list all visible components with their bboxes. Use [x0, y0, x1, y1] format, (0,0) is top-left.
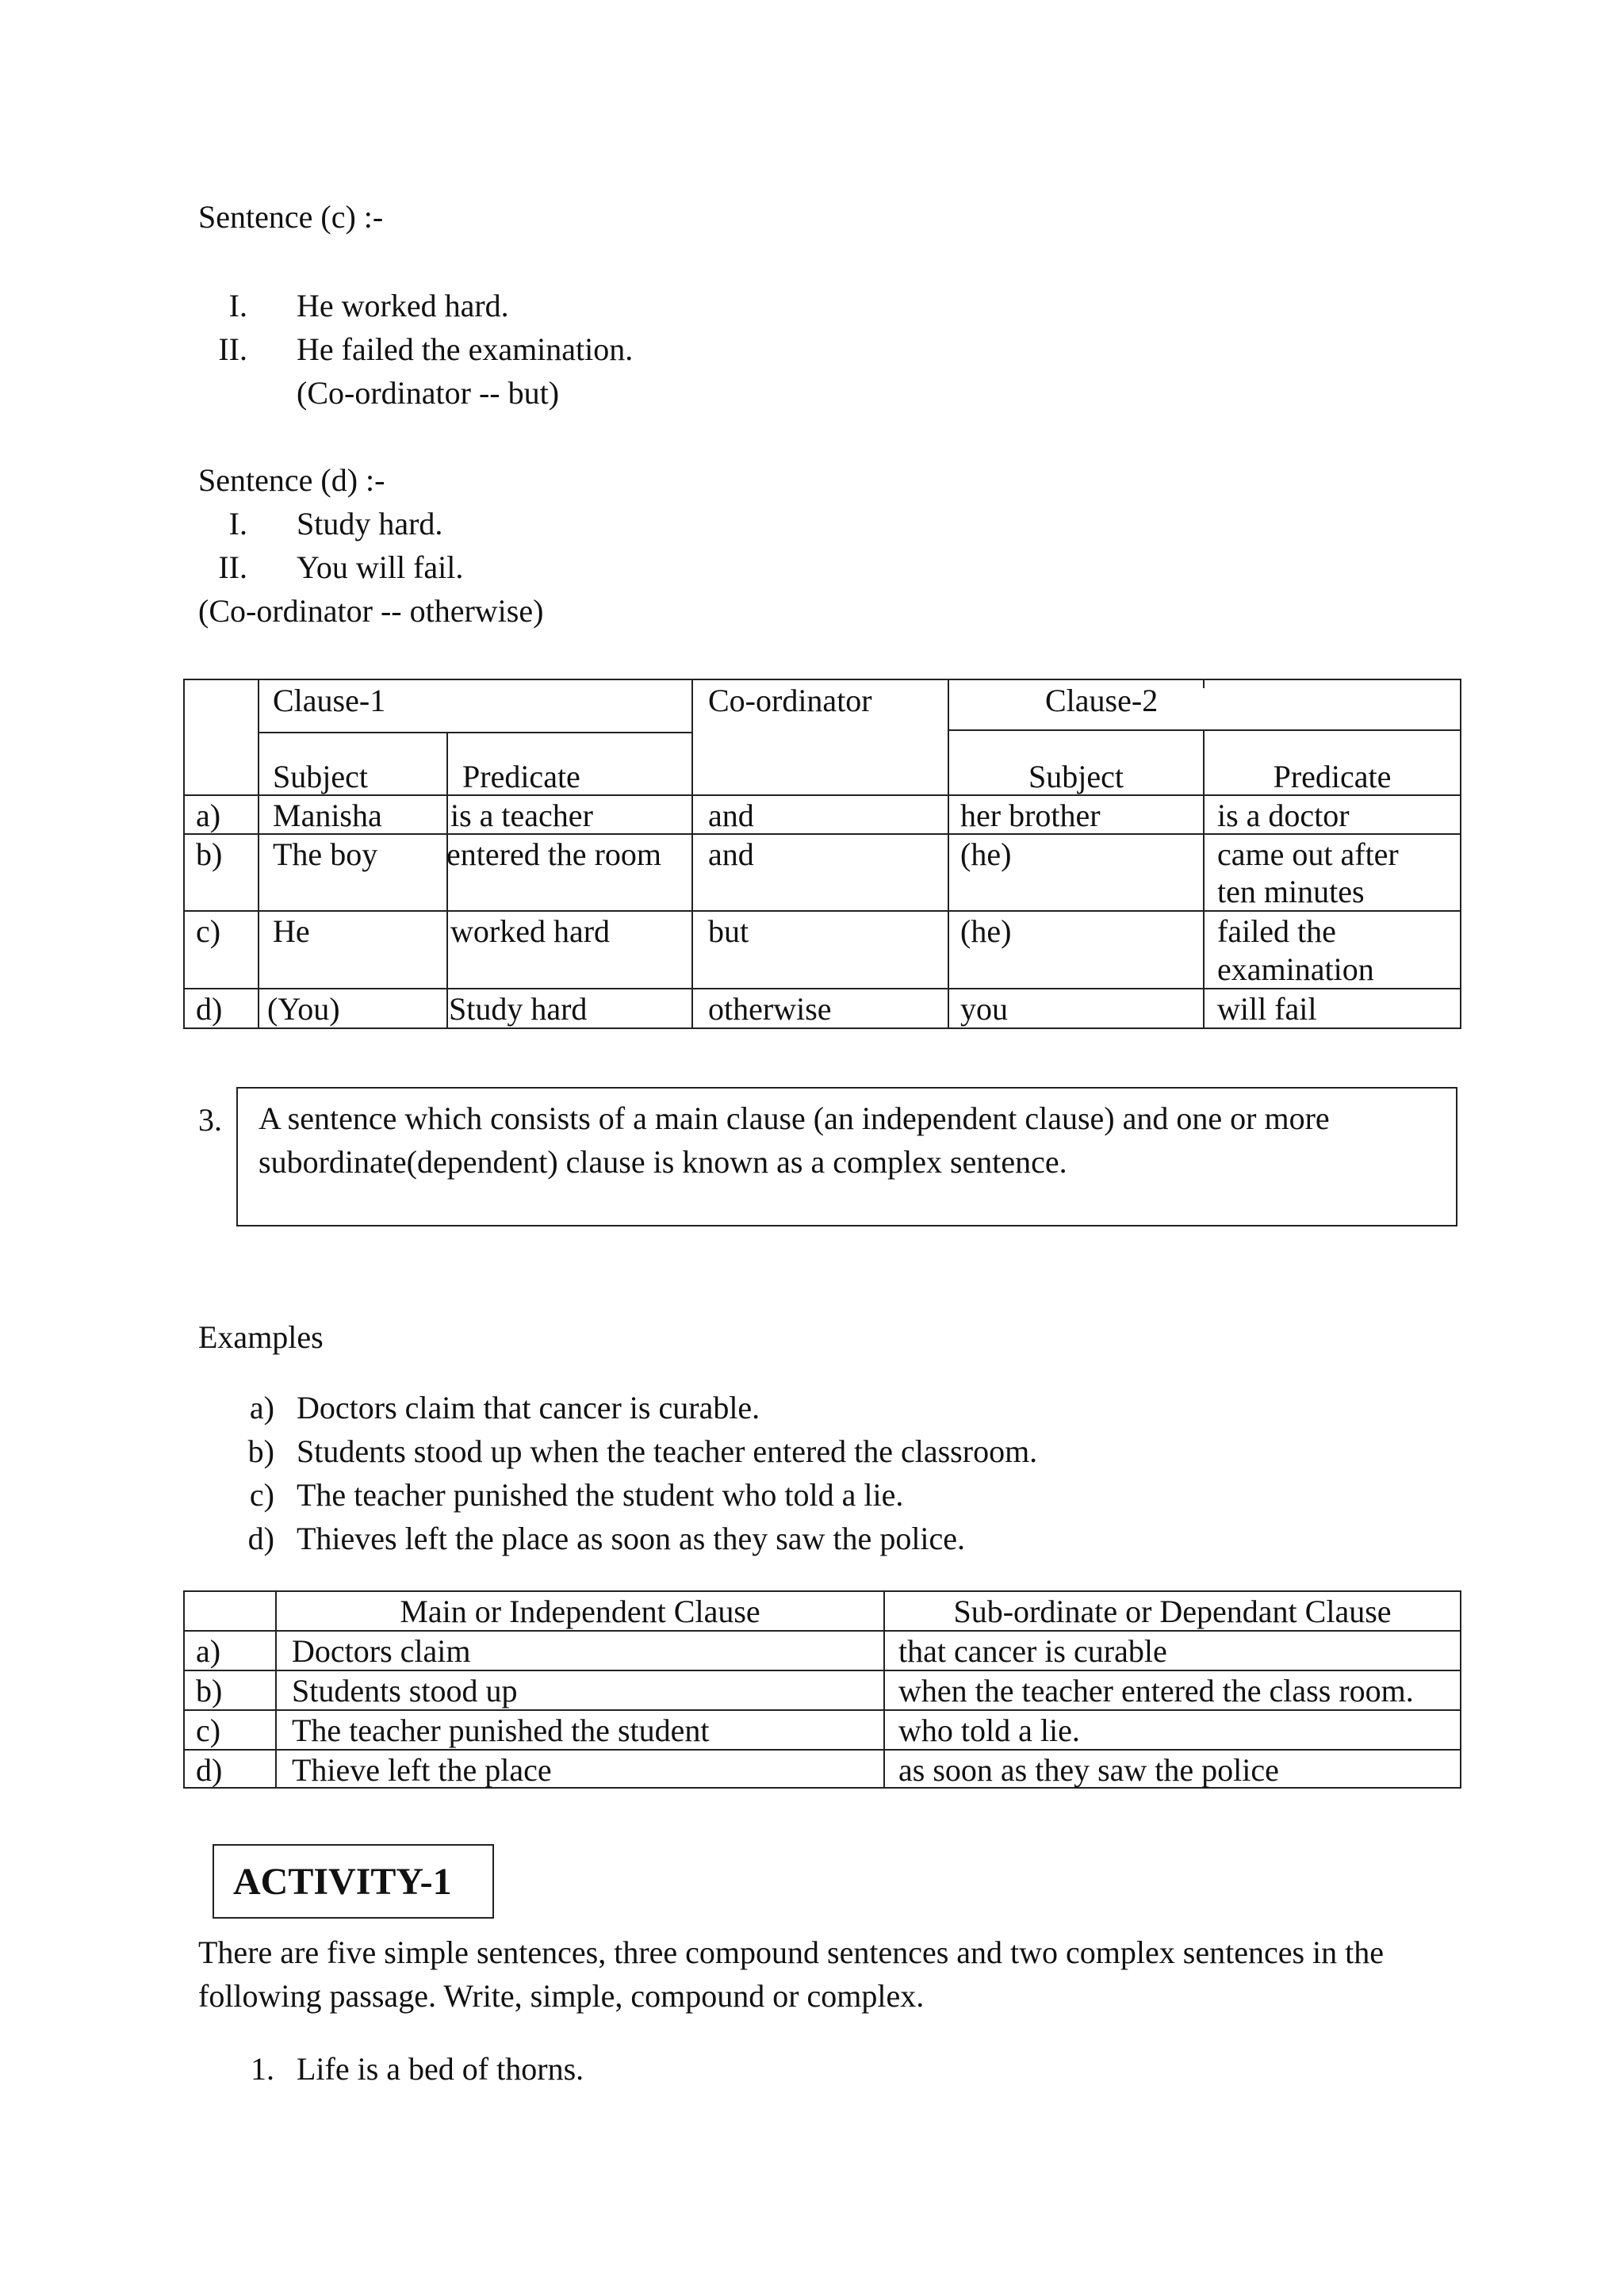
table-cell: but — [708, 913, 749, 949]
row-label: d) — [196, 1752, 223, 1788]
list-item: Life is a bed of thorns. — [297, 2051, 584, 2087]
list-item: Study hard. — [297, 506, 443, 541]
list-item: Students stood up when the teacher entered the classroom. — [297, 1433, 1038, 1469]
list-number: I. — [228, 288, 247, 323]
list-label: c) — [249, 1477, 274, 1513]
table-cell: He — [273, 913, 310, 949]
list-number: 1. — [251, 2051, 274, 2087]
definition-text-line-2: subordinate(dependent) clause is known as a complex sentence. — [259, 1144, 1067, 1180]
row-label: a) — [196, 798, 221, 833]
coordinator-note: (Co-ordinator -- otherwise) — [198, 593, 544, 629]
definition-number: 3. — [198, 1102, 222, 1138]
table-cell: that cancer is curable — [898, 1633, 1167, 1669]
list-item: He failed the examination. — [297, 331, 634, 367]
table-cell: The teacher punished the student — [292, 1712, 710, 1748]
table-cell: Doctors claim — [292, 1633, 471, 1669]
table-cell: came out after — [1217, 836, 1399, 872]
header-subordinate-clause: Sub-ordinate or Dependant Clause — [953, 1594, 1392, 1629]
examples-heading: Examples — [198, 1319, 324, 1355]
coordinator-note: (Co-ordinator -- but) — [297, 375, 560, 411]
table-cell: ten minutes — [1217, 874, 1365, 909]
table-cell: Study hard — [449, 991, 588, 1027]
list-item: Doctors claim that cancer is curable. — [297, 1390, 760, 1425]
list-label: d) — [247, 1521, 274, 1556]
table-cell: examination — [1217, 951, 1374, 987]
table-cell: otherwise — [708, 991, 832, 1027]
header-coordinator: Co-ordinator — [708, 683, 872, 718]
header-subject-1: Subject — [273, 759, 368, 794]
table-cell: Students stood up — [292, 1673, 518, 1709]
table-cell: Manisha — [273, 798, 382, 833]
header-subject-2: Subject — [1028, 759, 1124, 794]
list-item: He worked hard. — [297, 288, 509, 323]
activity-instructions-line-1: There are five simple sentences, three compound sentences and two complex sentences in the — [198, 1934, 1384, 1970]
activity-instructions-line-2: following passage. Write, simple, compound or complex. — [198, 1978, 925, 2014]
table-cell: as soon as they saw the police — [898, 1752, 1279, 1788]
activity-title: ACTIVITY-1 — [233, 1861, 452, 1903]
header-clause-1: Clause-1 — [273, 683, 386, 718]
row-label: a) — [196, 1633, 221, 1669]
table-cell: will fail — [1217, 991, 1317, 1027]
list-label: a) — [249, 1390, 274, 1425]
table-cell: who told a lie. — [898, 1712, 1080, 1748]
sentence-c-heading: Sentence (c) :- — [198, 199, 384, 235]
table-cell: (he) — [960, 913, 1012, 949]
header-predicate-2: Predicate — [1273, 759, 1392, 794]
table-cell: Thieve left the place — [292, 1752, 552, 1788]
definition-text-line-1: A sentence which consists of a main clause (an independent clause) and one or more — [259, 1100, 1330, 1136]
row-label: c) — [196, 1712, 221, 1748]
table-cell: The boy — [273, 836, 378, 872]
list-label: b) — [247, 1433, 274, 1469]
table-cell: worked hard — [450, 913, 611, 949]
table-cell: when the teacher entered the class room. — [898, 1673, 1414, 1709]
table-cell: failed the — [1217, 913, 1336, 949]
table-cell: (You) — [267, 991, 340, 1027]
table-cell: and — [708, 836, 754, 872]
table-cell: and — [708, 798, 754, 833]
header-predicate-1: Predicate — [462, 759, 580, 794]
table-cell: is a doctor — [1217, 798, 1350, 833]
list-item: Thieves left the place as soon as they saw the police. — [297, 1521, 966, 1556]
list-item: The teacher punished the student who told a lie. — [297, 1477, 904, 1513]
row-label: d) — [196, 991, 223, 1027]
header-main-clause: Main or Independent Clause — [400, 1594, 760, 1629]
list-item: You will fail. — [297, 549, 464, 585]
row-label: b) — [196, 836, 223, 872]
sentence-d-heading: Sentence (d) :- — [198, 462, 385, 498]
table-cell: you — [960, 991, 1008, 1027]
table-cell: is a teacher — [450, 798, 593, 833]
table-cell: (he) — [960, 836, 1012, 872]
row-label: c) — [196, 913, 221, 949]
table-cell: entered the room — [446, 836, 661, 872]
list-number: II. — [218, 331, 247, 367]
header-clause-2: Clause-2 — [1045, 683, 1159, 718]
table-cell: her brother — [960, 798, 1101, 833]
row-label: b) — [196, 1673, 223, 1709]
list-number: II. — [218, 549, 247, 585]
list-number: I. — [228, 506, 247, 541]
